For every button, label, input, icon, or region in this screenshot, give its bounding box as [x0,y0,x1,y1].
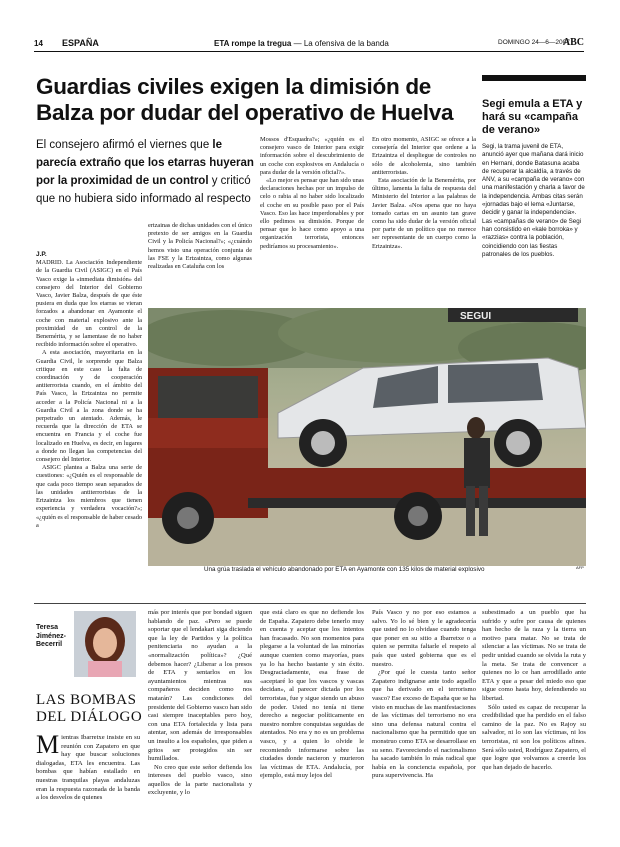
paragraph: ¿Por qué le cuesta tanto señor Zapatero indignarse ante todo aquello que ha derivado en el terrorismo vasco? Ese exceso de España que se ha visto en muchas de las manifestaciones de las víctimas del terrorismo no era sino una defensa natural contra el nacionalismo que ha permitido que un monstruo como ETA se desarrollase en su seno. Favoreciendo el nacionalismo ha sacado también lo más radical que había en la conciencia española, por pura supervivencia. Ha [372,669,476,780]
paragraph: más por interés que por bondad siguen hablando de paz. «Pero se puede soportar que el lendakari siga diciendo que la ley de Partidos y la política penitenciaria no ayudan a la «normalización política»? ¿Qué debemos hacer? ¿Liberar a los presos de ETA y sentarlos en los ayuntamientos mientras sus compañeros deciden como nos matarán? Las condiciones del presidente del Gobierno vasco han sido casi siempre inaceptables pero hoy, con una ETA fortalecida y lista para atentar, son además de irresponsables un insulto a los españoles, que piden a gritos ser protegidos sin ser humillados. [148,609,252,763]
sidebar-body: Segi, la trama juvenil de ETA, anunció ayer que mañana dará inicio en Hernani, donde Batasuna acaba de recuperar la alcaldía, a través de ANV, a su «campaña de verano» con una manifestación y charla a favor de la independencia. Ambas citas serán «jornadas bajo el lema «Juntarse, decidir y ganar la independencia». Las «campañas de verano» de Segi han consistido en «kale borroka» y «razzias» contra la población, coincidiendo con las fiestas patronales de los pueblos. [482,143,585,258]
paragraph: País Vasco y no por eso estamos a salvo. Yo lo sé bien y le agradecería que usted no lo olvidase cuando tenga que poner en su sitio a Ibarretxe o a quien se permita faltarle el respeto al país que usted gobierna que es el nuestro. [372,609,476,668]
paragraph: En otro momento, ASIGC se ofrece a la consejería del Interior que ordene a la Ertzaintza el despliegue de controles no sólo de alcoholemia, sino también antiterroristas. [372,136,476,176]
headline: Guardias civiles exigen la dimisión de Balza por dudar del operativo de Huelva [36,74,454,125]
byline: J.P. [36,251,47,258]
article-column-4 [372,136,476,304]
topic-line: ETA rompe la tregua — La ofensiva de la banda [214,39,389,48]
paragraph: No creo que este señor defienda los intereses del pueblo vasco, sino aquellos de la parte nacionalista y excluyente, y lo [148,763,252,797]
paragraph: MADRID. La Asociación Independiente de la Guardia Civil (ASIGC) en el País Vasco exige la «inmediata dimisión» del consejero del Interior del Gobierno Vasco, Javier Balza, después de que éste pusiera en duda que los etarras se vieran forzados a abandonar en Ayamonte el coche con material explosivo ante la proximidad de un control de la Benemérita, y se lamentase de no haber recibido información sobre el operativo. [36,259,142,349]
sign-text: SEGUI [460,311,492,322]
subhead-part-end: y criticó que no hubiera sido informado al respecto [36,175,251,205]
paragraph: ASIGC plantea a Balza una serie de cuestiones: «¿Quién es el responsable de que cada poco tiempo sean separados de las unidades antiterroristas de la Ertzaintza los miembros que tienen experiencia y verdadera vocación?»; «¿quién es el responsable de haber cesado a [36,464,142,529]
paragraph: Sólo usted es capaz de recuperar la credibilidad que ha perdido en el falso camino de la paz. No es Rajoy su salvador, ni lo son las víctimas, ni los terroristas, ni son los políticos afines. Será sólo usted, Rodríguez Zapatero, el que logre que volvamos a creerle los que han dejado de hacerlo. [482,703,586,771]
opinion-column-4 [372,609,476,845]
paragraph: Esta asociación de la Benemérita, por último, lamenta la falta de respuesta del Ministerio del Interior a las palabras de Javier Balza. «Nos apena que no haya tomado cartas en un asunto tan grave como ha sido dudar de la versión oficial por parte de un político que no merece ser representante de un cuerpo como la Ertzaintza». [372,177,476,250]
portrait-illustration [74,611,136,677]
opinion-column-2 [148,609,252,845]
section-name: ESPAÑA [62,38,99,48]
paragraph: ientras Ibarretxe insiste en su reunión con Zapatero en que hay que buscar soluciones dialogadas, ETA les encuentra. Las bombas que habían estallado en nuestras tranquilas playas andaluzas eran la respuesta razonada de la banda a los desvelos de quienes [36,734,140,802]
paragraph: «Lo mejor es pensar que han sido unas declaraciones hechas por un impulso de celo o rabia al no haber sido localizado el coche en su posible paso por el País Vasco. Eso las hace imperdonables y por ello pedimos su dimisión. Porque de pensar que lo hace como apoyo a una organización terrorista, entonces pediríamos su procesamiento». [260,177,364,250]
sidebar-box [482,75,586,259]
brand-logo: ABC [562,37,584,48]
paragraph: ertzainas de dichas unidades con el único pretexto de ser amigos en la Guardia Civil y la Policía Nacional?»; «¿cuándo hemos visto una operación conjunta de las FSE y la Ertzaintza, como algunas realizadas en Cataluña con los [148,222,252,271]
paragraph: A esta asociación, mayoritaria en la Guardia Civil, le sorprende que Balza critique en este caso la falta de coordinación y de cooperación antiterrorista cuando, en el ámbito del País Vasco, la Ertzaintza no permite acceder a la Policía Nacional ni a la Guardia Civil a la zona donde se ha perpetrado un atentado. Además, le recuerda que la dirección de ETA se encuentra en Francia y el coche fue localizado en Huelva, es decir, en lugares a donde no llegan las competencias del consejero del Interior. [36,349,142,464]
article-column-1 [36,251,142,577]
issue-date: DOMINGO 24—6—2007 [498,39,570,46]
photo-caption: Una grúa traslada el vehículo abandonado por ETA en Ayamonte con 135 kilos de material explosivo [204,566,485,573]
paragraph: subestimado a un pueblo que ha sufrido y sufre por causa de quienes han hecho de la raza y la tierra un motivo para matar. No se trata de silenciar a las víctimas. No se trata de pedir unidad cuando se olvida la ruta y la meta. Se trata de convencer a quienes no lo ce han arrodillado ante ETA y que a pesar del miedo eso que sigue como hasta hoy, defendiendo su libertad. [482,609,586,702]
topic-rest: La ofensiva de la banda [303,39,389,48]
topic-bold: ETA rompe la tregua [214,39,292,48]
subheadline [36,136,254,208]
page-number: 14 [34,39,43,48]
drop-cap: M [36,734,60,759]
page-header [34,38,584,52]
tow-truck-illustration [148,308,586,566]
opinion-column-3 [260,609,364,845]
author-portrait [74,611,136,677]
photo-credit: AFP [576,565,584,570]
subhead-bold: le parecía extraño que los etarras huyeran por la proximidad de un control [36,139,254,187]
paragraph: que está claro es que no defiende los de España. Zapatero debe tenerlo muy en cuenta y aceptar que los intentos han fracasado. No son momentos para plegarse a la voluntad de las minorías aunque cuenten como mayorías, pues ya lo ha hecho bastante y sin éxito. Desgraciadamente, esa frase de «aceptaré lo que los vascos y vascas decidan», al parecer dictada por los terroristas, fue y sigue siendo un abuso de poder. Usted no tenía ni tiene derecho a negociar políticamente en nuestro nombre conquistas seguidas de atentados. No era y no es un problema vasco, y a quien lo olvide le recomiendo informarse sobre las ciudades donde nacieron y murieron las víctimas de ETA. Andalucía, por ejemplo, está muy lejos del [260,609,364,780]
opinion-column-1 [36,734,140,844]
opinion-column-5 [482,609,586,845]
section-divider [34,603,586,604]
article-column-2 [148,222,252,304]
news-photo [148,308,586,566]
opinion-title: LAS BOMBAS DEL DIÁLOGO [36,692,143,725]
paragraph: Mossos d'Esquadra?»; «¿quién es el consejero vasco de Interior para exigir información sobre el descubrimiento de un coche con explosivos en Andalucía o para dudar de la versión oficial?». [260,136,364,176]
sidebar-headline: Segi emula a ETA y hará su «campaña de verano» [482,98,583,136]
article-column-3 [260,136,364,304]
subhead-part: El consejero afirmó el viernes que [36,139,213,151]
author-name: Teresa Jiménez-Becerril [36,624,66,648]
